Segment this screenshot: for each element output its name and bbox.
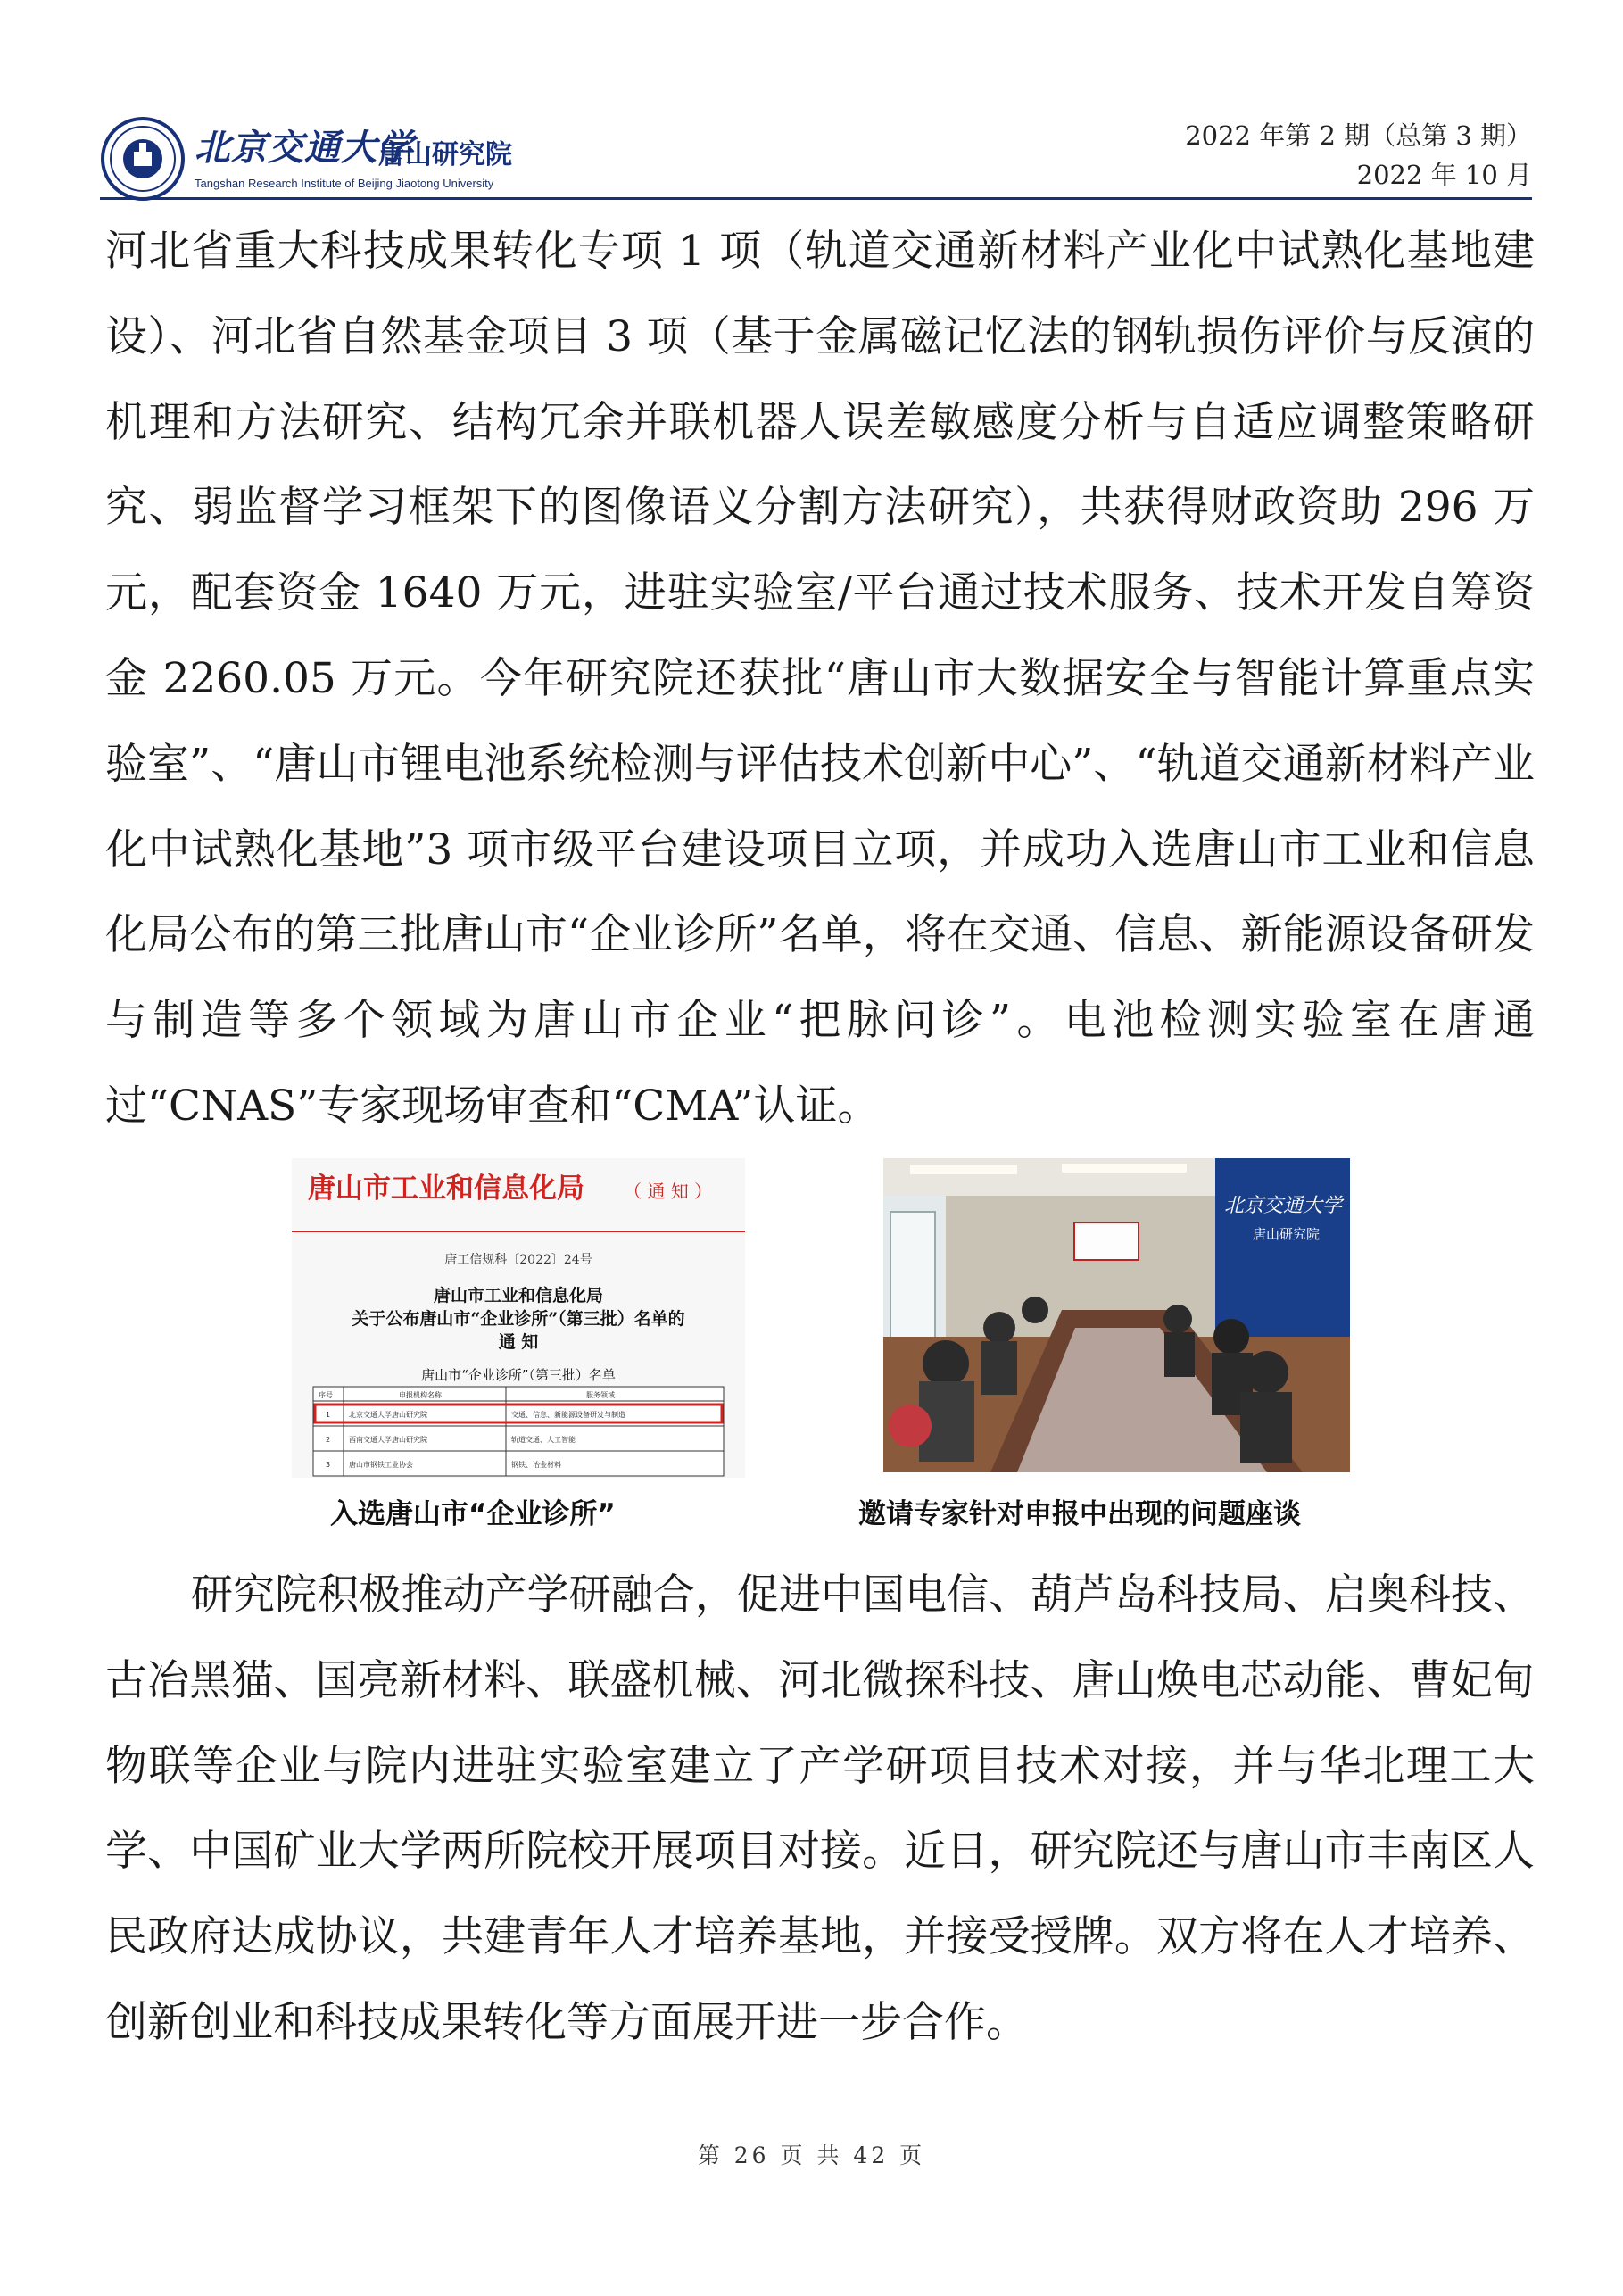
row3-org: 唐山市钢铁工业协会 xyxy=(349,1461,413,1469)
issue-line: 2022 年第 2 期（总第 3 期） xyxy=(1185,120,1532,151)
paragraph-2: 研究院积极推动产学研融合，促进中国电信、葫芦岛科技局、启奥科技、古冶黑猫、国亮新材料、联盛机械、河北微探科技、唐山焕电芯动能、曹妃甸物联等企业与院内进驻实验室建立了产学研项目技术对接，并与华北理工大学、中国矿业大学两所院校开展项目对接。近日，研究院还与唐山市丰南区人民政府达成协议，共建青年人才培养基地，并接受授牌。双方将在人才培养、创新创业和科技成果转化等方面展开进一步合作。 xyxy=(105,1571,1535,2047)
row3-field: 钢铁、冶金材料 xyxy=(511,1461,561,1469)
paragraph-1: 河北省重大科技成果转化专项 1 项（轨道交通新材料产业化中试熟化基地建设）、河北省自然基金项目 3 项（基于金属磁记忆法的钢轨损伤评价与反演的机理和方法研究、结构冗余并联机器人误差敏感度分析与自适应调整策略研究、弱监督学习框架下的图像语义分割方法研究），共获得财政资助 296 万元，配套资金 1640 万元，进驻实验室/平台通过技术服务、技术开发自筹资金 2260.05 万元。今年研究院还获批“唐山市大数据安全与智能计算重点实验室”、“唐山市锂电池系统检测与评估技术创新中心”、“轨道交通新材料产业化中试熟化基地”3 项市级平台建设项目立项，并成功入选唐山市工业和信息化局公布的第三批唐山市“企业诊所”名单，将在交通、信息、新能源设备研发与制造等多个领域为唐山市企业“把脉问诊”。电池检测实验室在唐通过“CNAS”专家现场审查和“CMA”认证。 xyxy=(105,227,1535,1131)
wall-sign-line2: 唐山研究院 xyxy=(1253,1226,1321,1242)
table-header-no: 序号 xyxy=(319,1391,333,1399)
table-header-org: 申报机构名称 xyxy=(399,1391,442,1399)
university-seal-icon xyxy=(100,116,186,202)
row1-org: 北京交通大学唐山研究院 xyxy=(349,1411,427,1419)
doc-title-line2: 关于公布唐山市“企业诊所”（第三批）名单的 xyxy=(352,1309,685,1329)
body-text-2 xyxy=(105,1553,1535,2066)
page-header xyxy=(100,107,1532,205)
doc-header: 唐山市工业和信息化局 xyxy=(308,1173,584,1205)
issue-info xyxy=(1185,116,1532,195)
body-text xyxy=(105,209,1535,1149)
institute-name: 唐山研究院 xyxy=(378,139,512,170)
figure-1-caption: 入选唐山市“企业诊所” xyxy=(330,1498,616,1530)
notice-document-image xyxy=(292,1158,745,1478)
table-caption: 唐山市“企业诊所”（第三批）名单 xyxy=(421,1367,616,1383)
wall-sign-line1: 北京交通大学 xyxy=(1224,1195,1343,1217)
meeting-photo xyxy=(883,1158,1350,1472)
doc-title-line3: 通 知 xyxy=(498,1332,539,1352)
row1-no: 1 xyxy=(326,1411,331,1419)
row3-no: 3 xyxy=(326,1461,331,1469)
notice-table xyxy=(313,1387,724,1476)
date-line: 2022 年 10 月 xyxy=(1356,160,1532,190)
header-divider xyxy=(100,197,1532,200)
row2-no: 2 xyxy=(326,1436,331,1444)
doc-number: 唐工信规科〔2022〕24号 xyxy=(444,1253,592,1267)
institute-name-en: Tangshan Research Institute of Beijing Jiaotong University xyxy=(195,177,494,190)
row2-field: 轨道交通、人工智能 xyxy=(511,1436,576,1444)
table-header-field: 服务领域 xyxy=(586,1391,615,1399)
doc-title-line1: 唐山市工业和信息化局 xyxy=(433,1286,604,1305)
figure-2-caption: 邀请专家针对申报中出现的问题座谈 xyxy=(858,1498,1301,1530)
row1-field: 交通、信息、新能源设备研发与制造 xyxy=(511,1411,625,1419)
page-number: 第 26 页 共 42 页 xyxy=(697,2143,926,2168)
doc-header-tag: （ 通 知 ） xyxy=(624,1181,713,1202)
university-name: 北京交通大学 xyxy=(195,127,414,169)
row2-org: 西南交通大学唐山研究院 xyxy=(349,1436,427,1444)
